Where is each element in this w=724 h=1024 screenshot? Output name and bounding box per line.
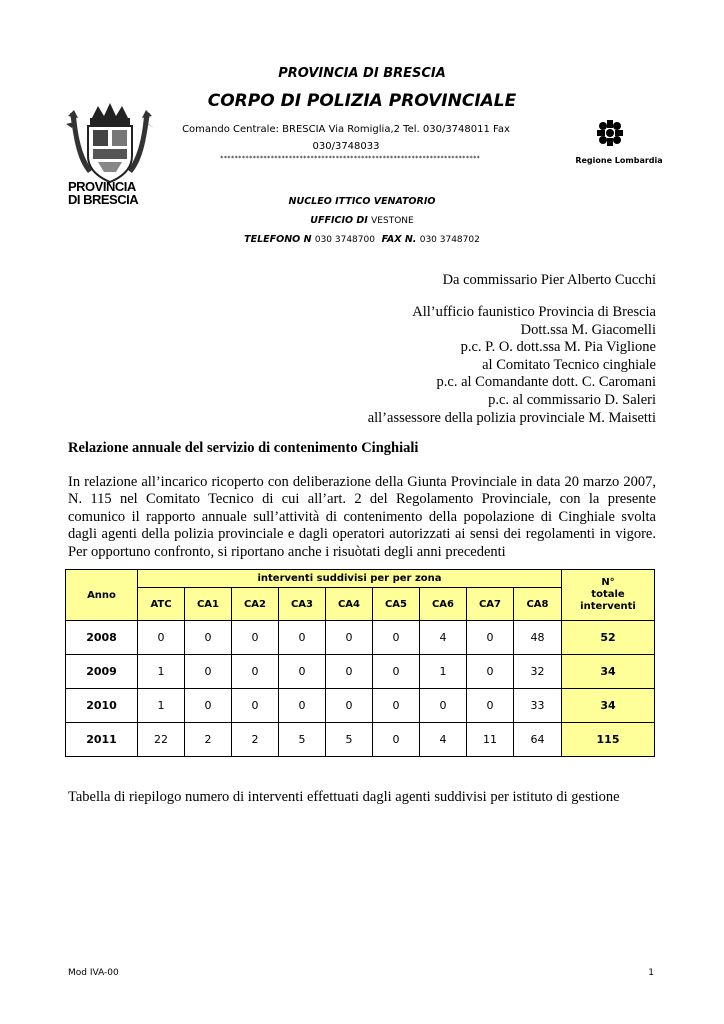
body-line: Per opportuno confronto, si riportano anche i risuòtati degli anni precedenti [68, 543, 506, 560]
sender-line: Da commissario Pier Alberto Cucchi [442, 272, 656, 288]
regione-lombardia-logo [575, 118, 663, 170]
fax-value: 030 3748702 [419, 235, 480, 245]
left-logo-text-1: PROVINCIA [68, 179, 136, 194]
value-cell: 0 [420, 689, 467, 723]
value-cell: 0 [467, 621, 514, 655]
zone-group-header: interventi suddivisi per per zona [138, 570, 562, 588]
value-cell: 48 [514, 621, 562, 655]
zone-header: CA7 [467, 588, 514, 621]
zone-header: CA2 [232, 588, 279, 621]
fax-label: FAX N. [381, 234, 417, 245]
value-cell: 0 [373, 621, 420, 655]
body-line: dagli agenti della polizia provinciale e dagli operatori autorizzati ai sensi dei regolamenti in vigore. [68, 526, 656, 543]
value-cell: 64 [514, 723, 562, 757]
contact-line-1: Comando Centrale: BRESCIA Via Romiglia,2 Tel. 030/3748011 Fax [182, 124, 510, 135]
contact-info [176, 121, 516, 155]
value-cell: 0 [232, 689, 279, 723]
nucleo-line-3 [0, 234, 724, 245]
value-cell: 4 [420, 621, 467, 655]
value-cell: 0 [232, 621, 279, 655]
body-line: N. 115 nel Comitato Tecnico di cui all’art. 2 del Regolamento Provinciale, con la presente [68, 491, 656, 508]
year-header: Anno [66, 570, 138, 621]
total-cell: 34 [562, 689, 655, 723]
total-header-line: N° [601, 577, 615, 588]
total-cell: 34 [562, 655, 655, 689]
total-cell: 115 [562, 723, 655, 757]
value-cell: 11 [467, 723, 514, 757]
value-cell: 0 [279, 621, 326, 655]
recipient-line: all’assessore della polizia provinciale M. Maisetti [367, 409, 656, 426]
zone-header: CA4 [326, 588, 373, 621]
rosa-camuna-icon [595, 118, 625, 148]
value-cell: 0 [373, 723, 420, 757]
zone-header: CA6 [420, 588, 467, 621]
table-row [66, 621, 655, 655]
zone-header: ATC [138, 588, 185, 621]
body-line: In relazione all’incarico ricoperto con deliberazione della Giunta Provinciale in data 20 marzo 2007, [68, 474, 656, 490]
recipient-line: p.c. P. O. dott.ssa M. Pia Viglione [460, 339, 656, 356]
value-cell: 1 [420, 655, 467, 689]
value-cell: 22 [138, 723, 185, 757]
province-title: PROVINCIA DI BRESCIA [278, 66, 446, 81]
year-cell: 2011 [66, 723, 138, 757]
left-logo-text-2: DI BRESCIA [68, 192, 139, 207]
report-heading: Relazione annuale del servizio di contenimento Cinghiali [68, 440, 419, 456]
value-cell: 0 [185, 689, 232, 723]
value-cell: 0 [326, 621, 373, 655]
table-row [66, 655, 655, 689]
body-line: comunico il rapporto annuale sull’attività di contenimento della popolazione di Cinghiale svolta [68, 508, 656, 525]
zone-header: CA1 [185, 588, 232, 621]
separator-line: ************************************************************************ [219, 155, 481, 162]
value-cell: 33 [514, 689, 562, 723]
value-cell: 0 [185, 621, 232, 655]
interventions-table [65, 569, 655, 757]
recipient-line: p.c. al Comandante dott. C. Caromani [436, 374, 656, 391]
value-cell: 32 [514, 655, 562, 689]
total-header-line: totale [591, 589, 625, 600]
value-cell: 2 [232, 723, 279, 757]
total-header-line: interventi [580, 601, 636, 612]
phone-label: TELEFONO N [244, 234, 312, 245]
value-cell: 0 [326, 655, 373, 689]
recipient-line: Dott.ssa M. Giacomelli [520, 321, 656, 338]
value-cell: 5 [279, 723, 326, 757]
total-cell: 52 [562, 621, 655, 655]
ufficio-value: VESTONE [371, 216, 414, 226]
corps-title: CORPO DI POLIZIA PROVINCIALE [207, 91, 517, 111]
value-cell: 0 [326, 689, 373, 723]
total-header [562, 570, 655, 621]
recipient-line: p.c. al commissario D. Saleri [488, 391, 656, 408]
value-cell: 0 [467, 655, 514, 689]
value-cell: 0 [279, 689, 326, 723]
recipient-line: All’ufficio faunistico Provincia di Brescia [412, 304, 656, 320]
phone-value: 030 3748700 [314, 235, 375, 245]
table-row [66, 689, 655, 723]
value-cell: 0 [373, 655, 420, 689]
value-cell: 0 [467, 689, 514, 723]
zone-header: CA3 [279, 588, 326, 621]
value-cell: 5 [326, 723, 373, 757]
value-cell: 1 [138, 689, 185, 723]
page-number: 1 [648, 968, 654, 978]
nucleo-line-1: NUCLEO ITTICO VENATORIO [288, 196, 436, 207]
value-cell: 2 [185, 723, 232, 757]
recipient-list [368, 304, 656, 427]
year-cell: 2008 [66, 621, 138, 655]
contact-line-2: 030/3748033 [312, 141, 380, 152]
zone-header: CA8 [514, 588, 562, 621]
ufficio-label: UFFICIO DI [310, 215, 368, 226]
value-cell: 0 [279, 655, 326, 689]
table-caption: Tabella di riepilogo numero di interventi effettuati dagli agenti suddivisi per istituto di gestione [68, 789, 620, 805]
value-cell: 0 [373, 689, 420, 723]
year-cell: 2010 [66, 689, 138, 723]
report-body [68, 474, 656, 561]
year-cell: 2009 [66, 655, 138, 689]
value-cell: 4 [420, 723, 467, 757]
right-logo-text: Regione Lombardia [575, 156, 663, 165]
value-cell: 0 [138, 621, 185, 655]
zone-header: CA5 [373, 588, 420, 621]
recipient-line: al Comitato Tecnico cinghiale [482, 356, 656, 373]
value-cell: 0 [185, 655, 232, 689]
nucleo-line-2 [0, 215, 724, 226]
value-cell: 1 [138, 655, 185, 689]
form-code: Mod IVA-00 [68, 968, 119, 978]
table-row [66, 723, 655, 757]
value-cell: 0 [232, 655, 279, 689]
